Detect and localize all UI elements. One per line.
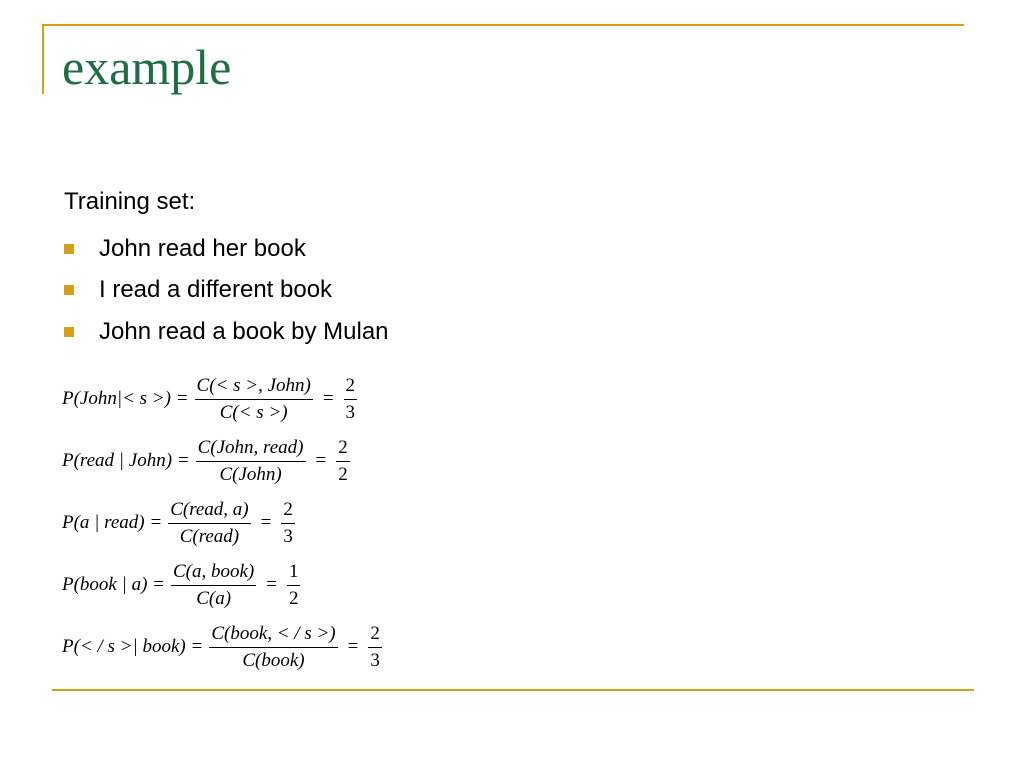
fraction-denominator: C(read) bbox=[179, 525, 240, 547]
training-sentences-list bbox=[64, 228, 389, 353]
equals-sign: = bbox=[260, 512, 272, 533]
equation-row bbox=[62, 492, 388, 554]
value-numerator: 2 bbox=[336, 437, 350, 462]
value-denominator: 2 bbox=[288, 587, 299, 609]
fraction-numerator: C(a, book) bbox=[171, 561, 256, 586]
equation-row bbox=[62, 616, 388, 678]
left-rule bbox=[42, 24, 44, 94]
list-item-text: John read a book by Mulan bbox=[99, 317, 389, 345]
fraction-denominator: C(book) bbox=[242, 649, 305, 671]
count-fraction bbox=[196, 437, 306, 486]
top-rule bbox=[42, 24, 964, 26]
value-denominator: 2 bbox=[338, 463, 348, 485]
value-fraction bbox=[336, 437, 350, 486]
fraction-numerator: C(< s >, John) bbox=[195, 375, 313, 400]
equals-sign: = bbox=[266, 574, 277, 595]
equation-lhs: P(book | a) = bbox=[62, 574, 165, 595]
value-numerator: 2 bbox=[281, 499, 295, 524]
equals-sign: = bbox=[315, 450, 327, 471]
list-item-text: I read a different book bbox=[99, 276, 333, 304]
probability-equations bbox=[62, 368, 388, 678]
value-denominator: 3 bbox=[370, 649, 380, 671]
bottom-rule bbox=[52, 689, 974, 691]
equation-lhs: P(read | John) = bbox=[62, 450, 190, 471]
equation-lhs: P(a | read) = bbox=[62, 512, 163, 533]
equation-lhs: P(John|< s >) = bbox=[62, 388, 189, 409]
count-fraction bbox=[195, 375, 313, 424]
list-item-text: John read her book bbox=[99, 234, 306, 262]
fraction-denominator: C(< s >) bbox=[219, 401, 288, 423]
list-item bbox=[64, 228, 389, 270]
value-fraction bbox=[368, 623, 382, 672]
fraction-denominator: C(John) bbox=[219, 463, 282, 485]
training-set-label: Training set: bbox=[64, 188, 196, 215]
square-bullet-icon bbox=[64, 244, 74, 254]
fraction-numerator: C(book, < / s >) bbox=[209, 623, 337, 648]
slide-title: example bbox=[62, 39, 232, 95]
list-item bbox=[64, 311, 389, 353]
list-item bbox=[64, 270, 389, 312]
count-fraction bbox=[209, 623, 337, 672]
square-bullet-icon bbox=[64, 327, 74, 337]
value-numerator: 2 bbox=[344, 375, 358, 400]
fraction-numerator: C(read, a) bbox=[168, 499, 250, 524]
value-denominator: 3 bbox=[345, 401, 356, 423]
fraction-denominator: C(a) bbox=[196, 587, 232, 609]
value-denominator: 3 bbox=[283, 525, 293, 547]
value-numerator: 1 bbox=[287, 561, 301, 586]
count-fraction bbox=[168, 499, 250, 548]
value-fraction bbox=[281, 499, 295, 548]
value-fraction bbox=[287, 561, 301, 610]
count-fraction bbox=[171, 561, 256, 610]
equation-row bbox=[62, 554, 388, 616]
square-bullet-icon bbox=[64, 285, 74, 295]
equation-row bbox=[62, 368, 388, 430]
equals-sign: = bbox=[347, 636, 359, 657]
equals-sign: = bbox=[322, 388, 334, 409]
value-numerator: 2 bbox=[368, 623, 382, 648]
equation-lhs: P(< / s >| book) = bbox=[62, 636, 204, 657]
fraction-numerator: C(John, read) bbox=[196, 437, 306, 462]
equation-row bbox=[62, 430, 388, 492]
value-fraction bbox=[344, 375, 358, 424]
